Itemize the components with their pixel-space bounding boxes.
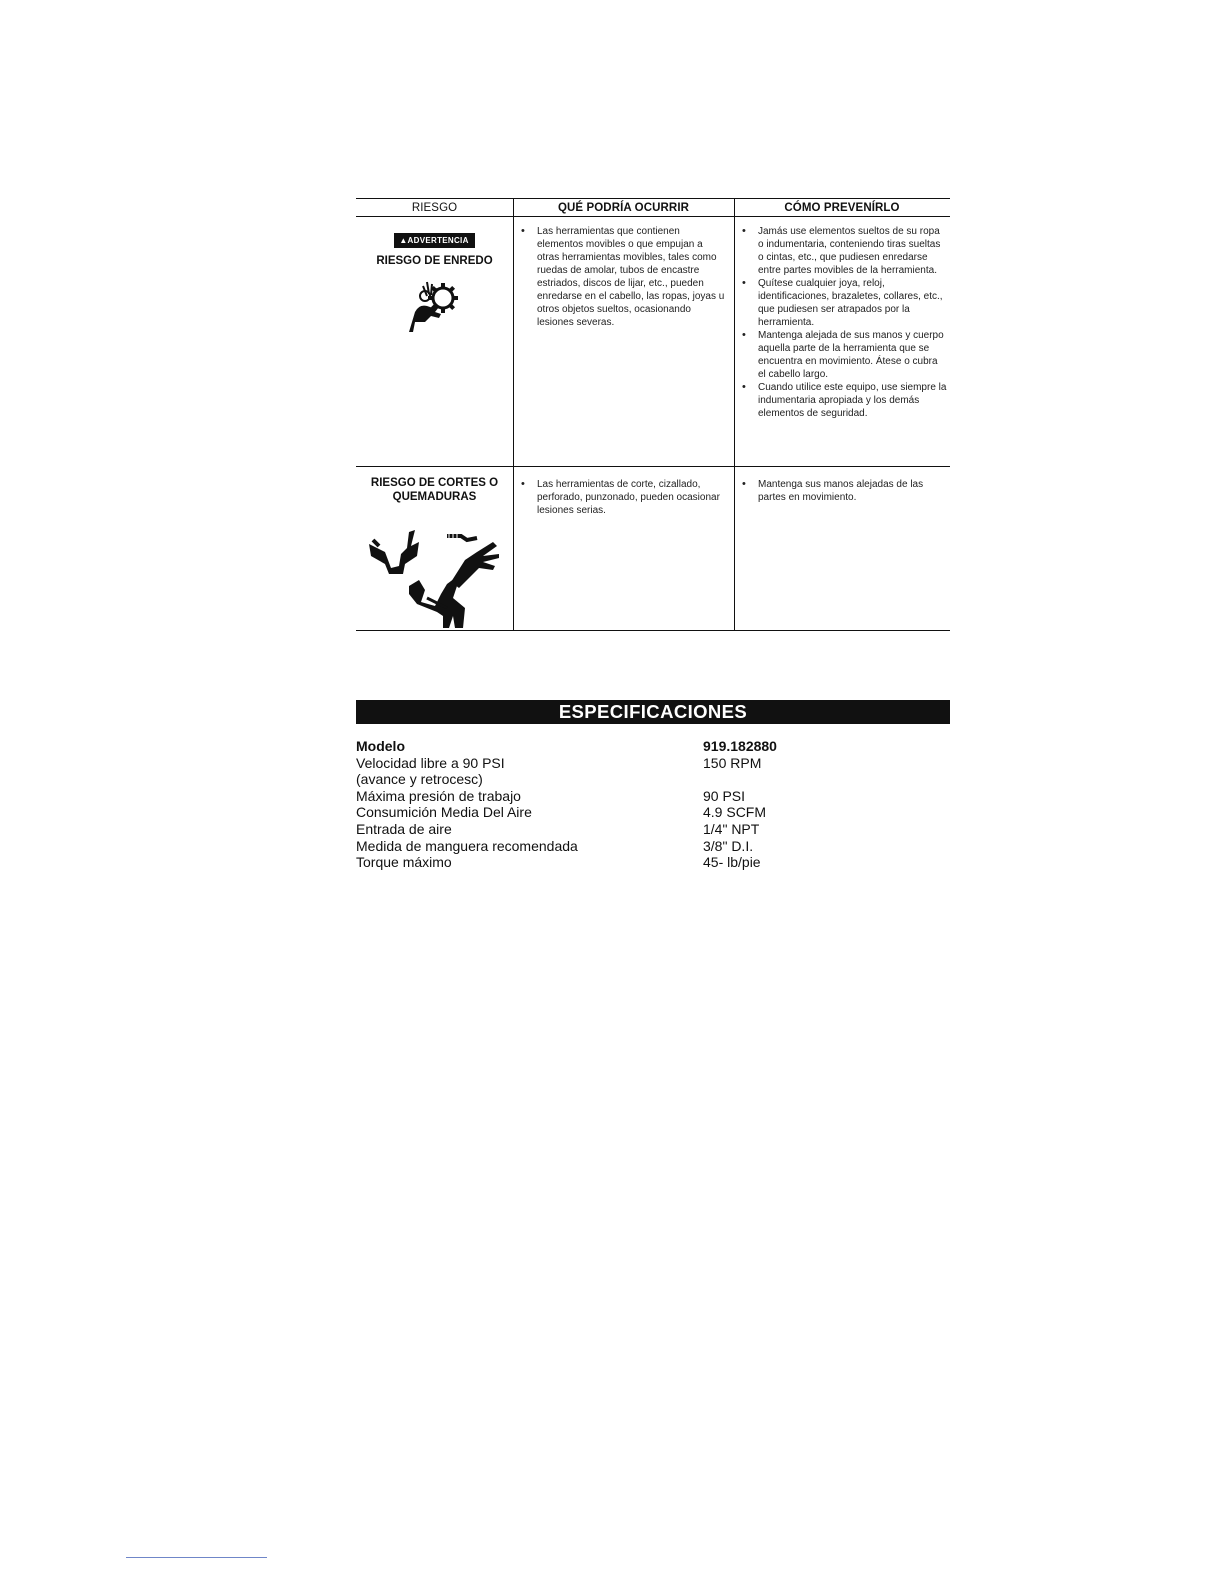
table-column-divider	[734, 198, 735, 631]
list-item: • Las herramientas que contienen elementos movibles o que empujan a otras herramientas movibles, tales como ruedas de amolar, tubos de encastre estriados, discos de lijar, etc., pueden enredarse en el cabello, las ropas, joyas u otros objetos sueltos, ocasionando lesiones severas.	[515, 225, 725, 329]
risk-title-line: QUEMADURAS	[392, 491, 477, 503]
column-header-risk: RIESGO	[411, 202, 458, 214]
spec-row	[356, 771, 950, 788]
risk-title-line: RIESGO DE CORTES O	[370, 477, 499, 489]
column-header-prevent: CÓMO PREVENÍRLO	[784, 202, 900, 214]
spec-label: Medida de manguera recomendada	[356, 837, 578, 854]
spec-label: Consumición Media Del Aire	[356, 804, 532, 821]
hazard-table	[356, 198, 950, 632]
list-item: • Jamás use elementos sueltos de su ropa o indumentaria, conteniendo tiras sueltas o cintas, etc., que pudiesen enredarse entre partes movibles de la herramienta.	[736, 225, 948, 277]
table-row-divider	[356, 466, 950, 467]
spec-row	[356, 821, 950, 838]
risk-cell-entanglement	[356, 230, 513, 336]
hazard-what-list	[515, 225, 725, 329]
spec-row	[356, 854, 950, 871]
spec-value: 3/8" D.I.	[703, 837, 754, 854]
spec-value: 919.182880	[703, 738, 777, 754]
risk-title	[356, 476, 513, 504]
hazard-what-list	[515, 478, 725, 517]
spec-value: 1/4" NPT	[703, 820, 760, 837]
list-item: • Quítese cualquier joya, reloj, identificaciones, brazaletes, collares, etc., que pudiesen ser atrapados por la herramienta.	[736, 277, 948, 329]
list-item: • Mantenga alejada de sus manos y cuerpo aquella parte de la herramienta que se encuentra en movimiento. Átese o cubra el cabello largo.	[736, 329, 948, 381]
table-top-rule	[356, 198, 950, 199]
spec-label: Velocidad libre a 90 PSI	[356, 754, 505, 771]
specifications-list	[356, 738, 950, 871]
spec-value: 90 PSI	[703, 787, 746, 804]
spec-value: 4.9 SCFM	[703, 804, 767, 821]
table-header-rule	[356, 216, 950, 217]
list-item: • Mantenga sus manos alejadas de las partes en movimiento.	[736, 478, 948, 504]
list-item: • Las herramientas de corte, cizallado, perforado, punzonado, pueden ocasionar lesiones serias.	[515, 478, 725, 517]
risk-title: RIESGO DE ENREDO	[376, 255, 493, 267]
list-item: • Cuando utilice este equipo, use siempre la indumentaria apropiada y los demás elementos de seguridad.	[736, 381, 948, 420]
spec-label: Máxima presión de trabajo	[356, 787, 521, 804]
specifications-banner: ESPECIFICACIONES	[356, 700, 950, 724]
spec-row	[356, 738, 950, 755]
spec-label: (avance y retrocesc)	[356, 771, 483, 788]
hazard-prevent-list	[736, 478, 948, 504]
spec-value: 150 RPM	[703, 754, 762, 771]
spec-row	[356, 804, 950, 821]
spec-label: Modelo	[356, 738, 405, 754]
hand-cut-burn-icon	[365, 512, 505, 630]
spec-value: 45- lb/pie	[703, 854, 761, 871]
risk-cell-cuts-burns	[356, 476, 513, 630]
page-footer-rule	[126, 1557, 267, 1558]
hand-entanglement-gear-icon	[403, 276, 467, 336]
spec-row	[356, 788, 950, 805]
table-column-divider	[513, 198, 514, 631]
spec-row	[356, 755, 950, 772]
spec-label: Torque máximo	[356, 854, 452, 871]
spec-row	[356, 838, 950, 855]
warning-badge: ▲ADVERTENCIA	[394, 233, 474, 248]
column-header-what: QUÉ PODRÍA OCURRIR	[557, 202, 690, 214]
table-bottom-rule	[356, 630, 950, 631]
hazard-prevent-list	[736, 225, 948, 420]
spec-label: Entrada de aire	[356, 820, 452, 837]
